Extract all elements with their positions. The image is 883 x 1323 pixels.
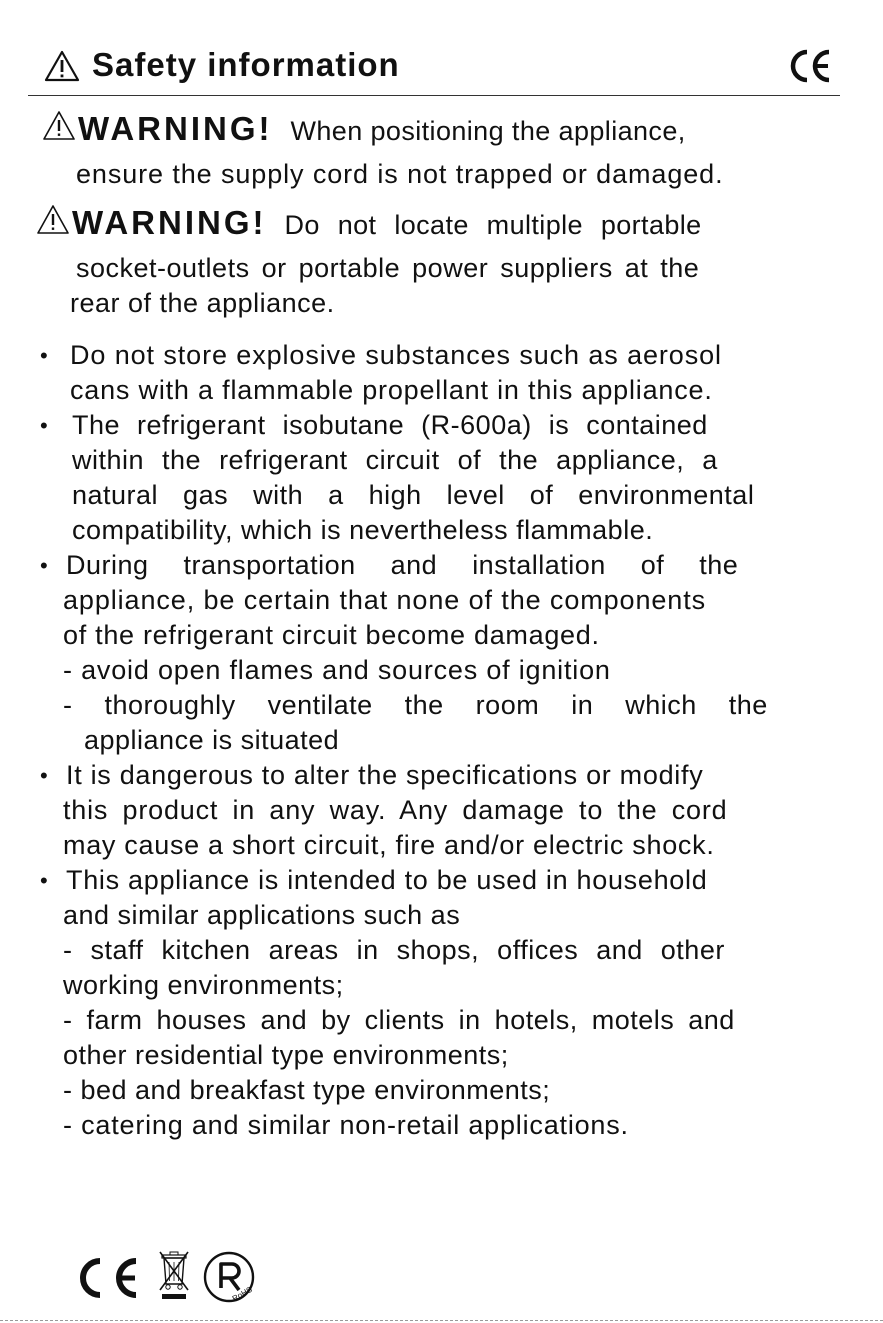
list-item-text: and similar applications such as <box>63 900 461 930</box>
bullet-marker: • <box>40 763 48 788</box>
warning-text: When positioning the appliance, <box>290 116 686 146</box>
list-item-text: compatibility, which is nevertheless flammable. <box>72 515 654 545</box>
list-item-text: During transportation and installation of the <box>66 550 739 580</box>
list-item-text: working environments; <box>63 970 344 1000</box>
bullet-marker: • <box>40 413 48 438</box>
list-item-text: - thoroughly ventilate the room in which the <box>63 690 768 720</box>
page-title: Safety information <box>92 46 400 83</box>
list-item-text: other residential type environments; <box>63 1040 509 1070</box>
bullet-marker: • <box>40 553 48 578</box>
list-item-text: Do not store explosive substances such as aerosol <box>70 340 722 370</box>
header-divider <box>28 95 840 96</box>
warning-triangle-icon <box>36 204 70 236</box>
list-item-text: within the refrigerant circuit of the appliance, a <box>72 445 718 475</box>
warning-triangle-icon <box>42 110 76 142</box>
list-item-text: cans with a flammable propellant in this appliance. <box>70 375 713 405</box>
list-item-text: This appliance is intended to be used in household <box>66 865 708 895</box>
list-item-text: this product in any way. Any damage to the cord <box>63 795 728 825</box>
ce-mark-icon <box>788 48 832 84</box>
list-item-text: - catering and similar non-retail applications. <box>63 1110 629 1140</box>
rohs-icon <box>202 1250 256 1304</box>
warning-text: socket-outlets or portable power suppliers at the <box>76 253 700 283</box>
list-item-text: It is dangerous to alter the specifications or modify <box>66 760 704 790</box>
rohs-label: RoHS <box>230 1284 254 1304</box>
page-header <box>44 44 840 96</box>
list-item-text: - bed and breakfast type environments; <box>63 1075 551 1105</box>
list-item-text: The refrigerant isobutane (R-600a) is contained <box>72 410 708 440</box>
list-item-text: - farm houses and by clients in hotels, motels and <box>63 1005 735 1035</box>
bullet-marker: • <box>40 343 48 368</box>
warning-1-heading <box>42 110 686 148</box>
certification-logos <box>70 1248 270 1306</box>
ce-mark-icon <box>70 1256 142 1300</box>
list-item-text: appliance is situated <box>84 725 340 755</box>
list-item-text: of the refrigerant circuit become damaged. <box>63 620 600 650</box>
warning-text: ensure the supply cord is not trapped or damaged. <box>76 159 724 189</box>
list-item-text: appliance, be certain that none of the components <box>63 585 707 615</box>
list-item-text: natural gas with a high level of environmental <box>72 480 755 510</box>
list-item-text: may cause a short circuit, fire and/or electric shock. <box>63 830 715 860</box>
list-item-text: - staff kitchen areas in shops, offices and other <box>63 935 725 965</box>
page-bottom-edge <box>0 1320 883 1321</box>
warning-keyword: WARNING! <box>78 110 273 147</box>
warning-triangle-icon <box>44 49 80 83</box>
warning-2-heading <box>36 204 702 242</box>
bullet-marker: • <box>40 868 48 893</box>
weee-crossed-bin-icon <box>156 1248 192 1302</box>
warning-text: Do not locate multiple portable <box>284 210 702 240</box>
warning-keyword: WARNING! <box>72 204 267 241</box>
warning-text: rear of the appliance. <box>70 288 335 318</box>
list-item-text: - avoid open flames and sources of ignition <box>63 655 611 685</box>
